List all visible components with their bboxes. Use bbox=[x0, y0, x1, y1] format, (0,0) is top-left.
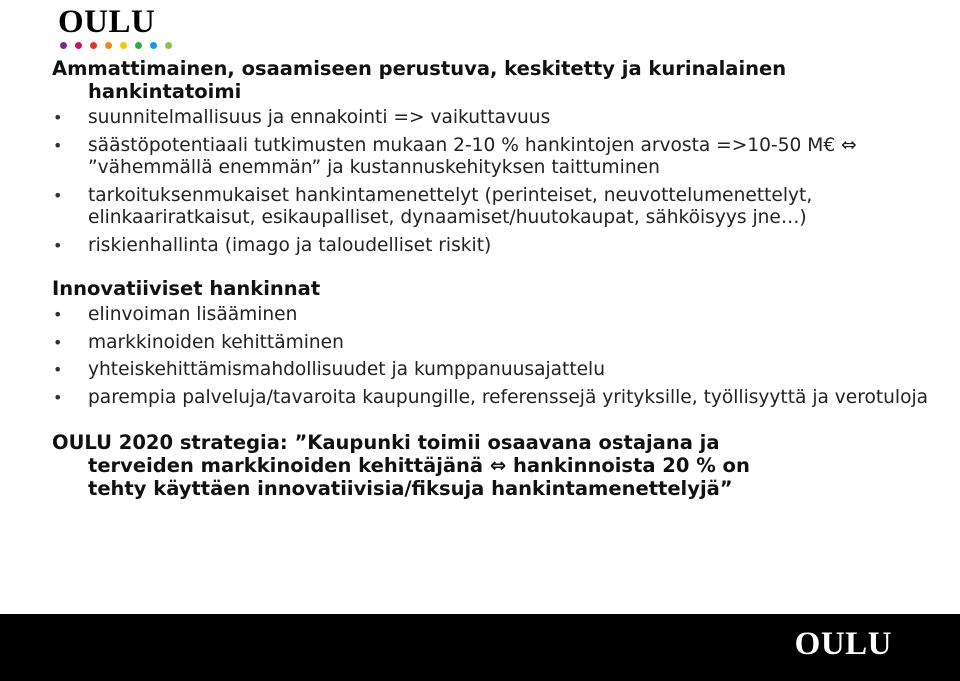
list-item: • parempia palveluja/tavaroita kaupungille, referenssejä yrityksille, työllisyyttä ja verotuloja bbox=[52, 387, 932, 410]
oulu-logo-bottom: OULU bbox=[794, 626, 892, 662]
list-item: • elinvoiman lisääminen bbox=[52, 304, 932, 327]
logo-dot bbox=[135, 42, 142, 49]
list-item: • yhteiskehittämismahdollisuudet ja kumppanuusajattelu bbox=[52, 359, 932, 382]
list-item: • riskienhallinta (imago ja taloudelliset riskit) bbox=[52, 235, 932, 258]
strategy-line3: tehty käyttäen innovatiivisia/fiksuja hankintamenettelyjä” bbox=[88, 477, 733, 500]
logo-dot bbox=[105, 42, 112, 49]
list-item: • markkinoiden kehittäminen bbox=[52, 332, 932, 355]
logo-dot bbox=[75, 42, 82, 49]
oulu-logo-top bbox=[58, 4, 172, 49]
list-item: • tarkoituksenmukaiset hankintamenettelyt (perinteiset, neuvottelumenettelyt, elinkaariratkaisut, esikaupalliset, dynaamiset/huutokaupat, sähköisyys jne…) bbox=[52, 185, 932, 230]
strategy-line2: terveiden markkinoiden kehittäjänä ⇔ hankinnoista 20 % on bbox=[88, 454, 750, 477]
section1-list bbox=[52, 107, 932, 257]
list-item: • säästöpotentiaali tutkimusten mukaan 2-10 % hankintojen arvosta =>10-50 M€ ⇔ ”vähemmällä enemmän” ja kustannuskehityksen taittuminen bbox=[52, 135, 932, 180]
section1-heading-line2: hankintatoimi bbox=[88, 80, 242, 103]
section1-heading bbox=[52, 57, 932, 103]
section1-heading-line1: Ammattimainen, osaamiseen perustuva, keskitetty ja kurinalainen bbox=[52, 57, 787, 80]
logo-dots bbox=[60, 42, 172, 49]
logo-dot bbox=[90, 42, 97, 49]
section2-heading: Innovatiiviset hankinnat bbox=[52, 277, 321, 300]
section2-list bbox=[52, 304, 932, 409]
logo-dot bbox=[120, 42, 127, 49]
list-item: • suunnitelmallisuus ja ennakointi => vaikuttavuus bbox=[52, 107, 932, 130]
oulu-logo-text: OULU bbox=[58, 4, 156, 40]
slide-content bbox=[52, 57, 932, 500]
logo-dot bbox=[165, 42, 172, 49]
strategy-statement bbox=[52, 431, 932, 500]
logo-dot bbox=[150, 42, 157, 49]
logo-dot bbox=[60, 42, 67, 49]
strategy-line1: OULU 2020 strategia: ”Kaupunki toimii osaavana ostajana ja bbox=[52, 431, 720, 454]
